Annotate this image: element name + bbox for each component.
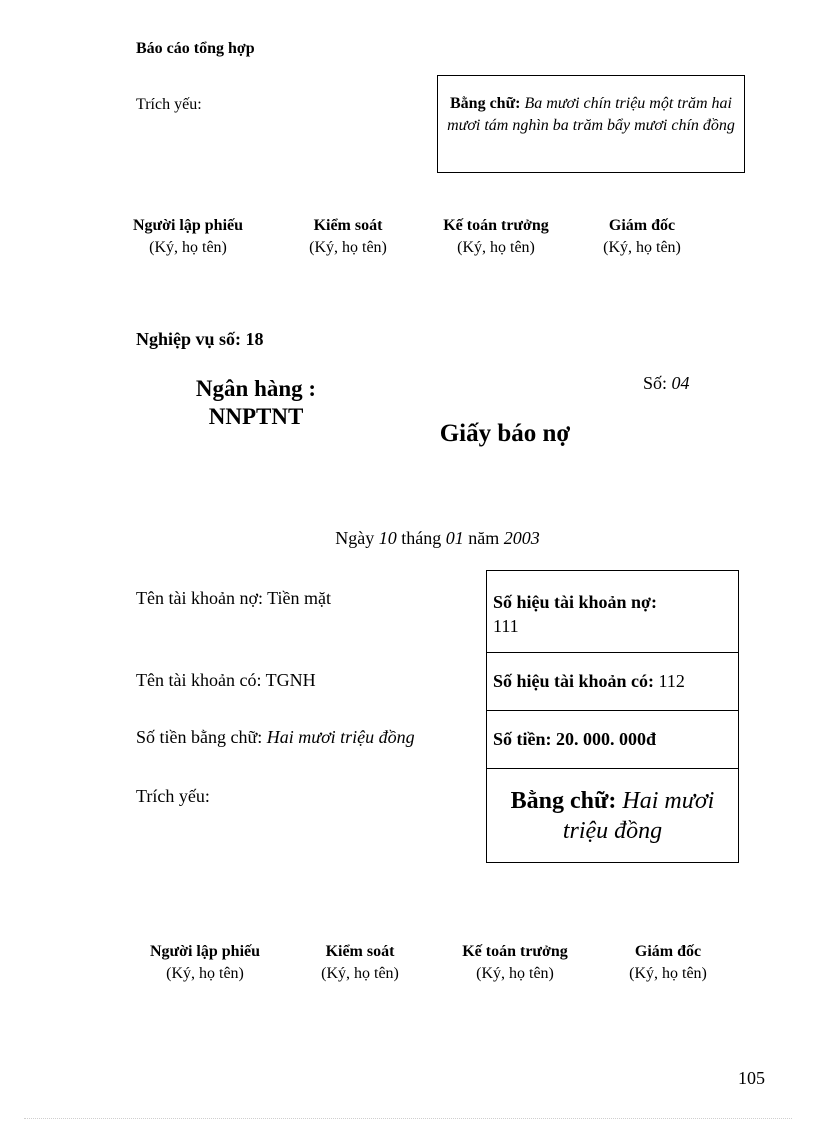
trich-yeu-label: Trích yếu:: [136, 96, 202, 113]
signature-chief-accountant: [428, 215, 564, 259]
credit-account-number-value: 112: [658, 671, 685, 691]
signature-title: Người lập phiếu: [132, 217, 244, 234]
signature-title: Kế toán trưởng: [462, 943, 568, 960]
credit-account-name: [136, 670, 316, 691]
bank-name-line2: NNPTNT: [208, 404, 304, 429]
credit-account-name-value: TGNH: [265, 670, 316, 690]
date-month: 01: [445, 528, 464, 548]
amount-in-words-value: Ba mươi chín triệu một trăm hai mươi tám nghìn ba trăm bẩy mươi chín đồng: [447, 95, 735, 134]
debit-account-number-value: 111: [493, 616, 519, 636]
signature-title: Kiểm soát: [313, 217, 383, 234]
amount-words-cell: [487, 769, 738, 862]
document-number-value: 04: [671, 373, 690, 393]
amount-words-line: [136, 727, 415, 748]
transaction-number: Nghiệp vụ số: 18: [136, 329, 264, 349]
signature-controller: [292, 215, 404, 259]
amount-value: 20. 000. 000đ: [556, 729, 657, 749]
date-year-label: năm: [468, 528, 500, 548]
date-month-label: tháng: [401, 528, 442, 548]
credit-account-number-cell: [487, 653, 738, 711]
date-day-label: Ngày: [335, 528, 375, 548]
bank-name: [156, 375, 356, 431]
date-day: 10: [378, 528, 397, 548]
amount-cell: [487, 711, 738, 769]
signature-subtitle: (Ký, họ tên): [321, 965, 399, 982]
signature-controller-2: [304, 941, 416, 985]
amount-in-words-box: [437, 75, 745, 173]
signature-subtitle: (Ký, họ tên): [476, 965, 554, 982]
page-bottom-divider: [24, 1118, 792, 1119]
signature-subtitle: (Ký, họ tên): [629, 965, 707, 982]
signature-title: Giám đốc: [634, 943, 702, 960]
amount-words-line-label: Số tiền bằng chữ:: [136, 727, 263, 747]
signature-title: Người lập phiếu: [149, 943, 261, 960]
page-number: 105: [738, 1068, 765, 1088]
date-year: 2003: [503, 528, 540, 548]
signature-subtitle: (Ký, họ tên): [457, 239, 535, 256]
document-title: Giấy báo nợ: [439, 420, 571, 447]
bank-name-line1: Ngân hàng :: [195, 376, 317, 401]
debit-account-number-label: Số hiệu tài khoản nợ:: [493, 592, 658, 612]
amount-in-words-label: Bằng chữ:: [450, 95, 521, 112]
document-number-label: Số:: [643, 373, 668, 393]
signature-subtitle: (Ký, họ tên): [149, 239, 227, 256]
signature-preparer-2: [134, 941, 276, 985]
debit-account-number-cell: [487, 571, 738, 653]
signature-preparer: [130, 215, 246, 259]
document-number: [643, 373, 690, 394]
signature-director: [588, 215, 696, 259]
trich-yeu-label-2: Trích yếu:: [136, 786, 210, 806]
signature-subtitle: (Ký, họ tên): [166, 965, 244, 982]
credit-account-name-label: Tên tài khoản có:: [136, 670, 262, 690]
signature-subtitle: (Ký, họ tên): [309, 239, 387, 256]
signature-subtitle: (Ký, họ tên): [603, 239, 681, 256]
debit-account-name: [136, 588, 331, 609]
amount-label: Số tiền:: [493, 729, 552, 749]
debit-account-name-label: Tên tài khoản nợ:: [136, 588, 263, 608]
box-words-label: Bằng chữ:: [510, 788, 617, 814]
amount-words-line-value: Hai mươi triệu đồng: [266, 727, 415, 747]
credit-account-number-label: Số hiệu tài khoản có:: [493, 671, 655, 691]
signature-chief-accountant-2: [446, 941, 584, 985]
report-title: Báo cáo tổng hợp: [136, 40, 255, 57]
document-date: [300, 528, 575, 549]
signature-title: Giám đốc: [608, 217, 676, 234]
debit-account-name-value: Tiền mặt: [267, 588, 332, 608]
signature-title: Kiểm soát: [325, 943, 395, 960]
signature-director-2: [614, 941, 722, 985]
box-words-value: Hai mươi triệu đồng: [562, 788, 715, 844]
signature-title: Kế toán trưởng: [443, 217, 549, 234]
account-table: [486, 570, 739, 863]
